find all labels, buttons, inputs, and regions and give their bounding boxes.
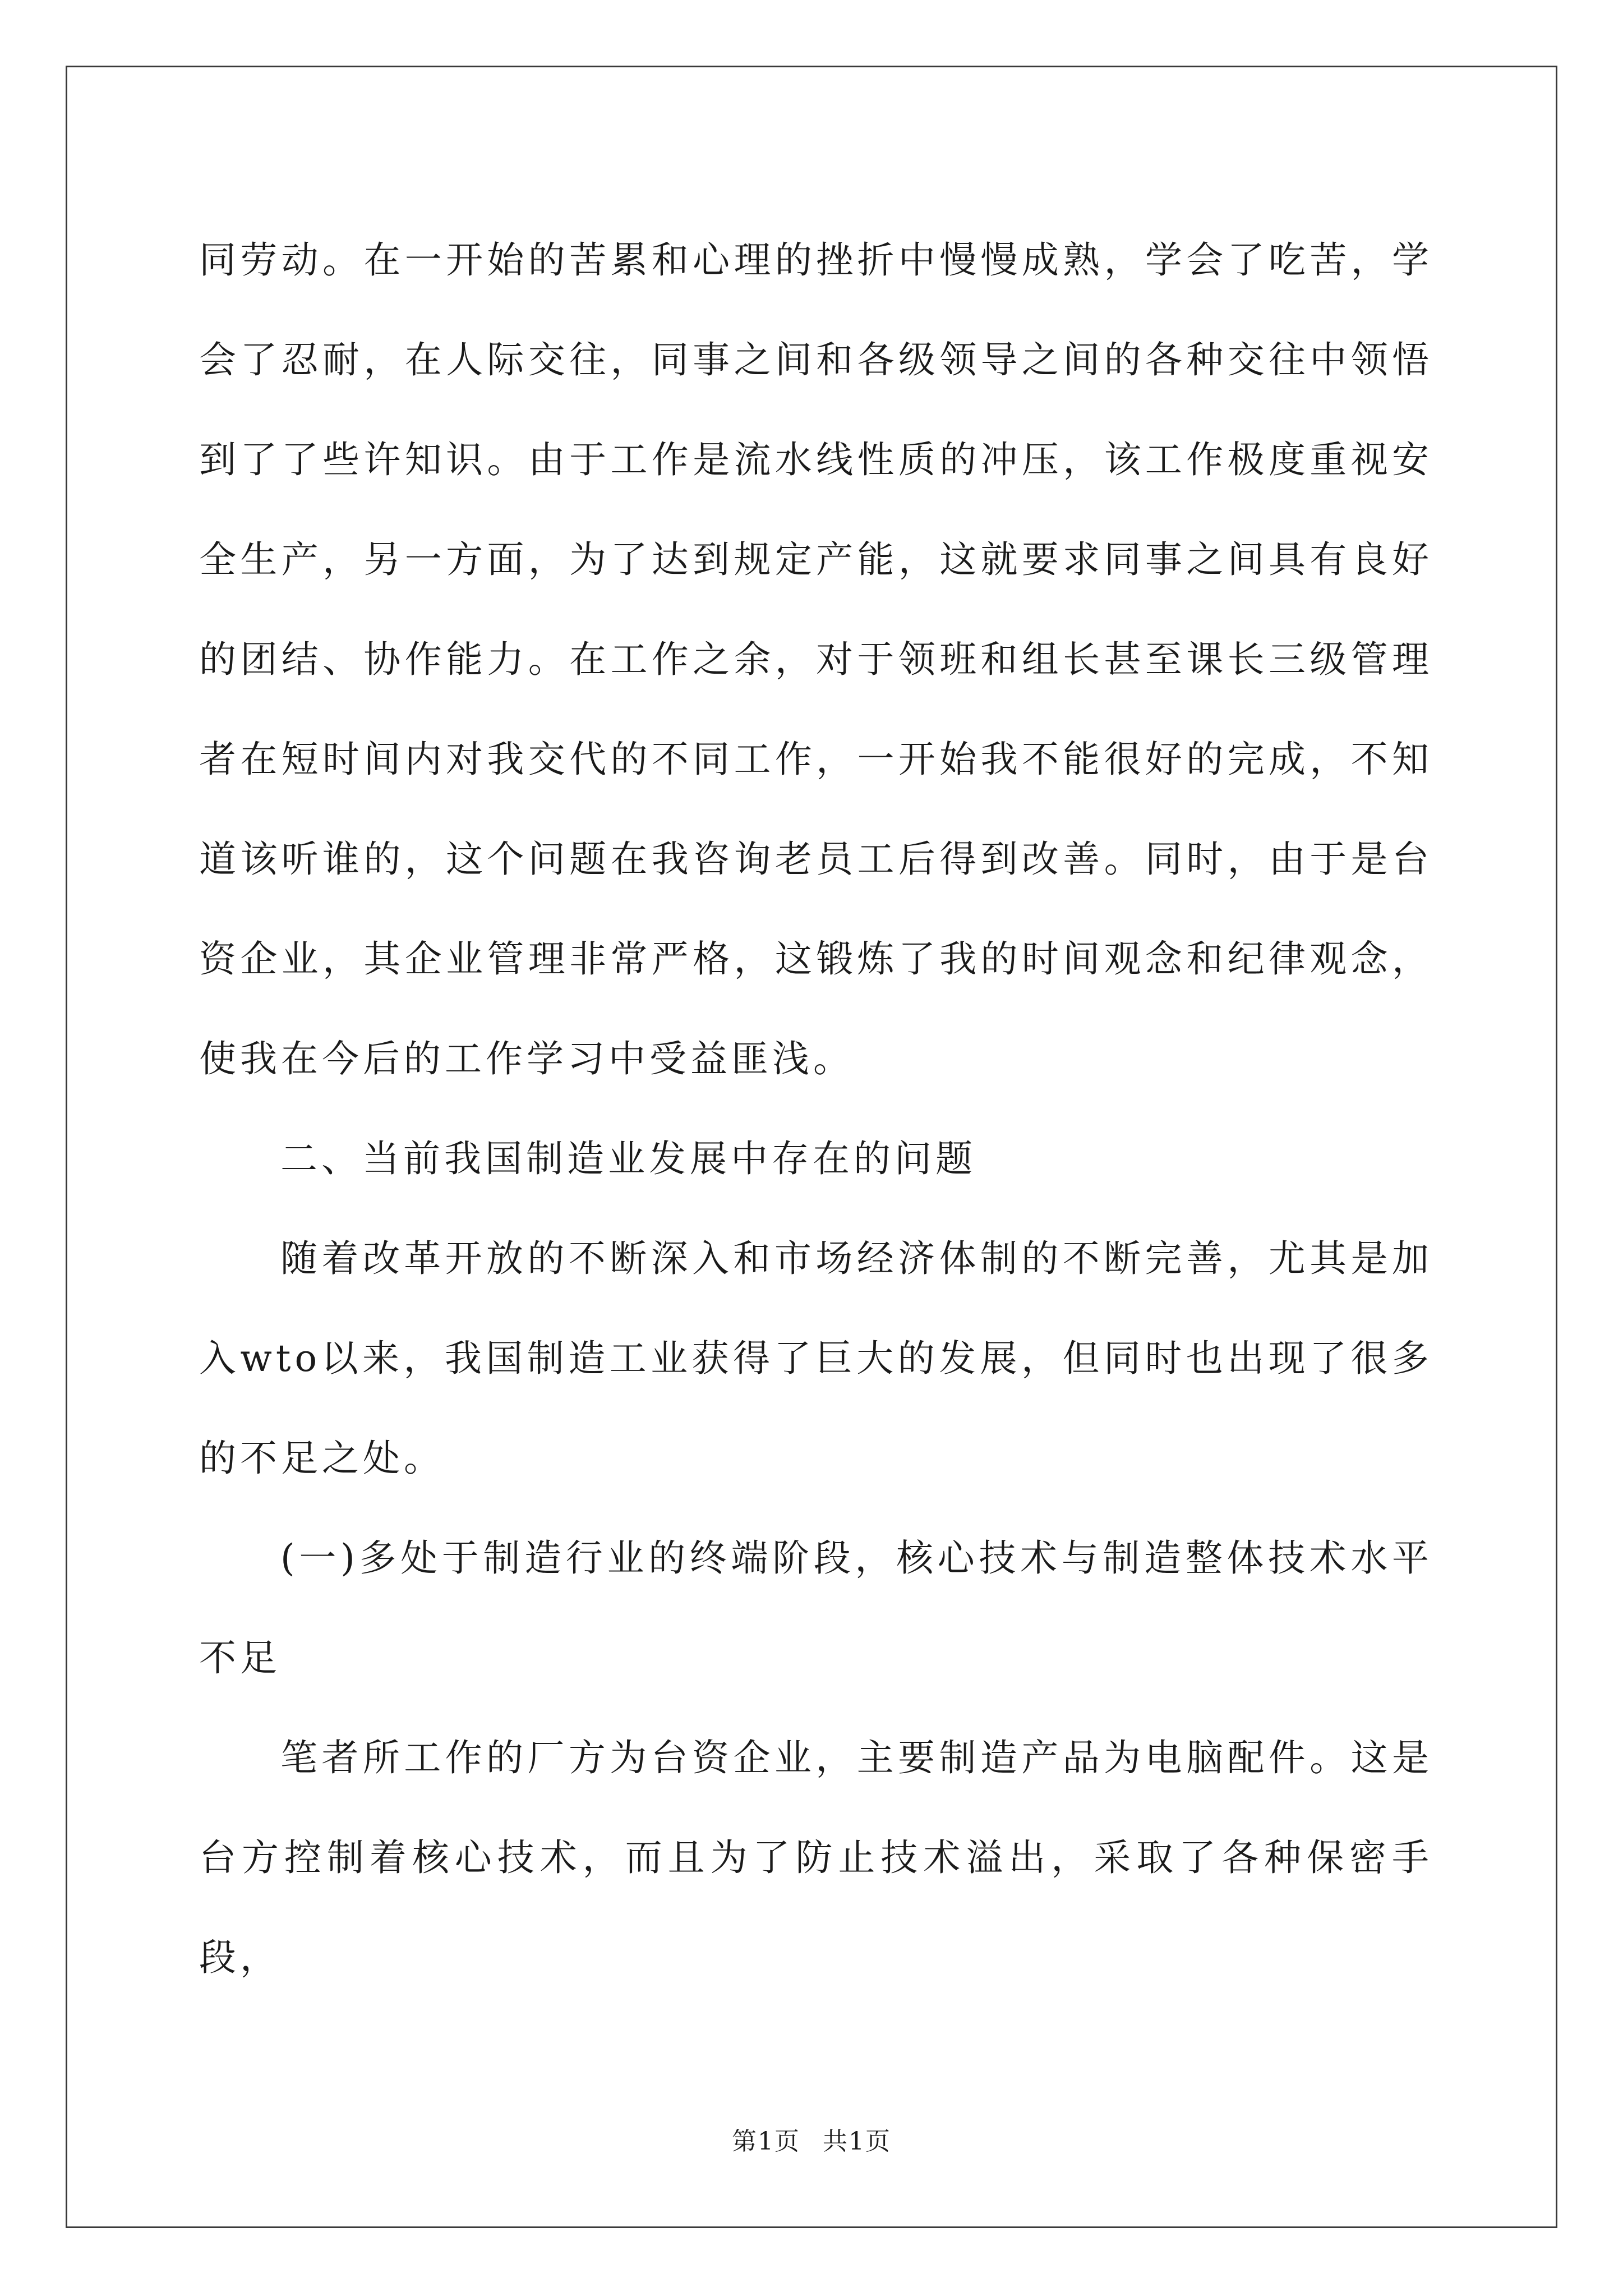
section-heading: 二、当前我国制造业发展中存在的问题: [280, 1137, 976, 1180]
subsection-heading: (一)多处于制造行业的终端阶段，核心技术与制造整体技术水平不足: [199, 1536, 1433, 1680]
paragraph: 随着改革开放的不断深入和市场经济体制的不断完善，尤其是加入wto以来，我国制造工业获得了巨大的发展，但同时也出现了很多的不足之处。: [199, 1237, 1433, 1480]
page-number: 第1页: [732, 2127, 800, 2156]
document-body: [199, 210, 1433, 2008]
paragraph: 笔者所工作的厂方为台资企业，主要制造产品为电脑配件。这是台方控制着核心技术，而且为了防止技术溢出，采取了各种保密手段，: [199, 1736, 1433, 1979]
page-footer: [0, 2125, 1623, 2159]
page-total: 共1页: [823, 2127, 891, 2156]
paragraph-continued: 同劳动。在一开始的苦累和心理的挫折中慢慢成熟，学会了吃苦，学会了忍耐，在人际交往，同事之间和各级领导之间的各种交往中领悟到了了些许知识。由于工作是流水线性质的冲压，该工作极度重视安全生产，另一方面，为了达到规定产能，这就要求同事之间具有良好的团结、协作能力。在工作之余，对于领班和组长甚至课长三级管理者在短时间内对我交代的不同工作，一开始我不能很好的完成，不知道该听谁的，这个问题在我咨询老员工后得到改善。同时，由于是台资企业，其企业管理非常严格，这锻炼了我的时间观念和纪律观念，使我在今后的工作学习中受益匪浅。: [199, 238, 1433, 1080]
